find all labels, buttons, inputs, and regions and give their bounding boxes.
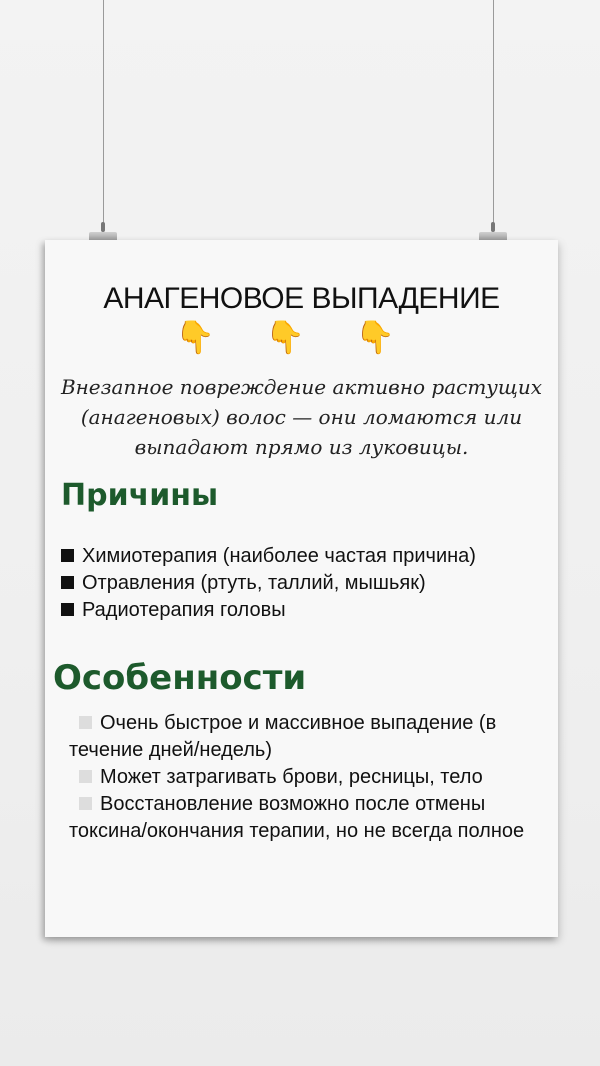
hanging-string — [493, 0, 494, 228]
item-text: Может затрагивать брови, ресницы, тело — [100, 766, 483, 788]
lead-text: Внезапное повреждение активно растущих (анагеновых) волос — они ломаются или выпадают прямо из луковицы. — [60, 375, 543, 459]
features-list — [69, 710, 529, 845]
square-bullet-icon — [79, 716, 92, 729]
causes-heading: Причины — [61, 478, 219, 513]
list-item — [61, 543, 476, 570]
list-item — [69, 791, 529, 845]
item-text: Очень быстрое и массивное выпадение (в течение дней/недель) — [69, 712, 497, 761]
list-item — [61, 570, 476, 597]
item-text: Восстановление возможно после отмены токсина/окончания терапии, но не всегда полное — [69, 793, 525, 842]
poster — [45, 240, 558, 937]
list-item — [69, 764, 529, 791]
features-heading: Особенности — [53, 658, 307, 698]
item-text: Химиотерапия (наиболее частая причина) — [82, 545, 476, 567]
pointing-down-icon: 👇 — [265, 319, 305, 355]
pointing-down-icon: 👇 — [355, 319, 395, 355]
pointing-down-emojis — [175, 318, 395, 356]
item-text: Отравления (ртуть, таллий, мышьяк) — [82, 572, 426, 594]
square-bullet-icon — [61, 576, 74, 589]
causes-list — [61, 543, 476, 624]
pointing-down-icon: 👇 — [175, 319, 215, 355]
square-bullet-icon — [79, 797, 92, 810]
list-item — [61, 597, 476, 624]
square-bullet-icon — [79, 770, 92, 783]
square-bullet-icon — [61, 549, 74, 562]
list-item — [69, 710, 529, 764]
hanging-string — [103, 0, 104, 228]
item-text: Радиотерапия головы — [82, 599, 286, 621]
square-bullet-icon — [61, 603, 74, 616]
poster-title: АНАГЕНОВОЕ ВЫПАДЕНИЕ — [103, 282, 500, 315]
